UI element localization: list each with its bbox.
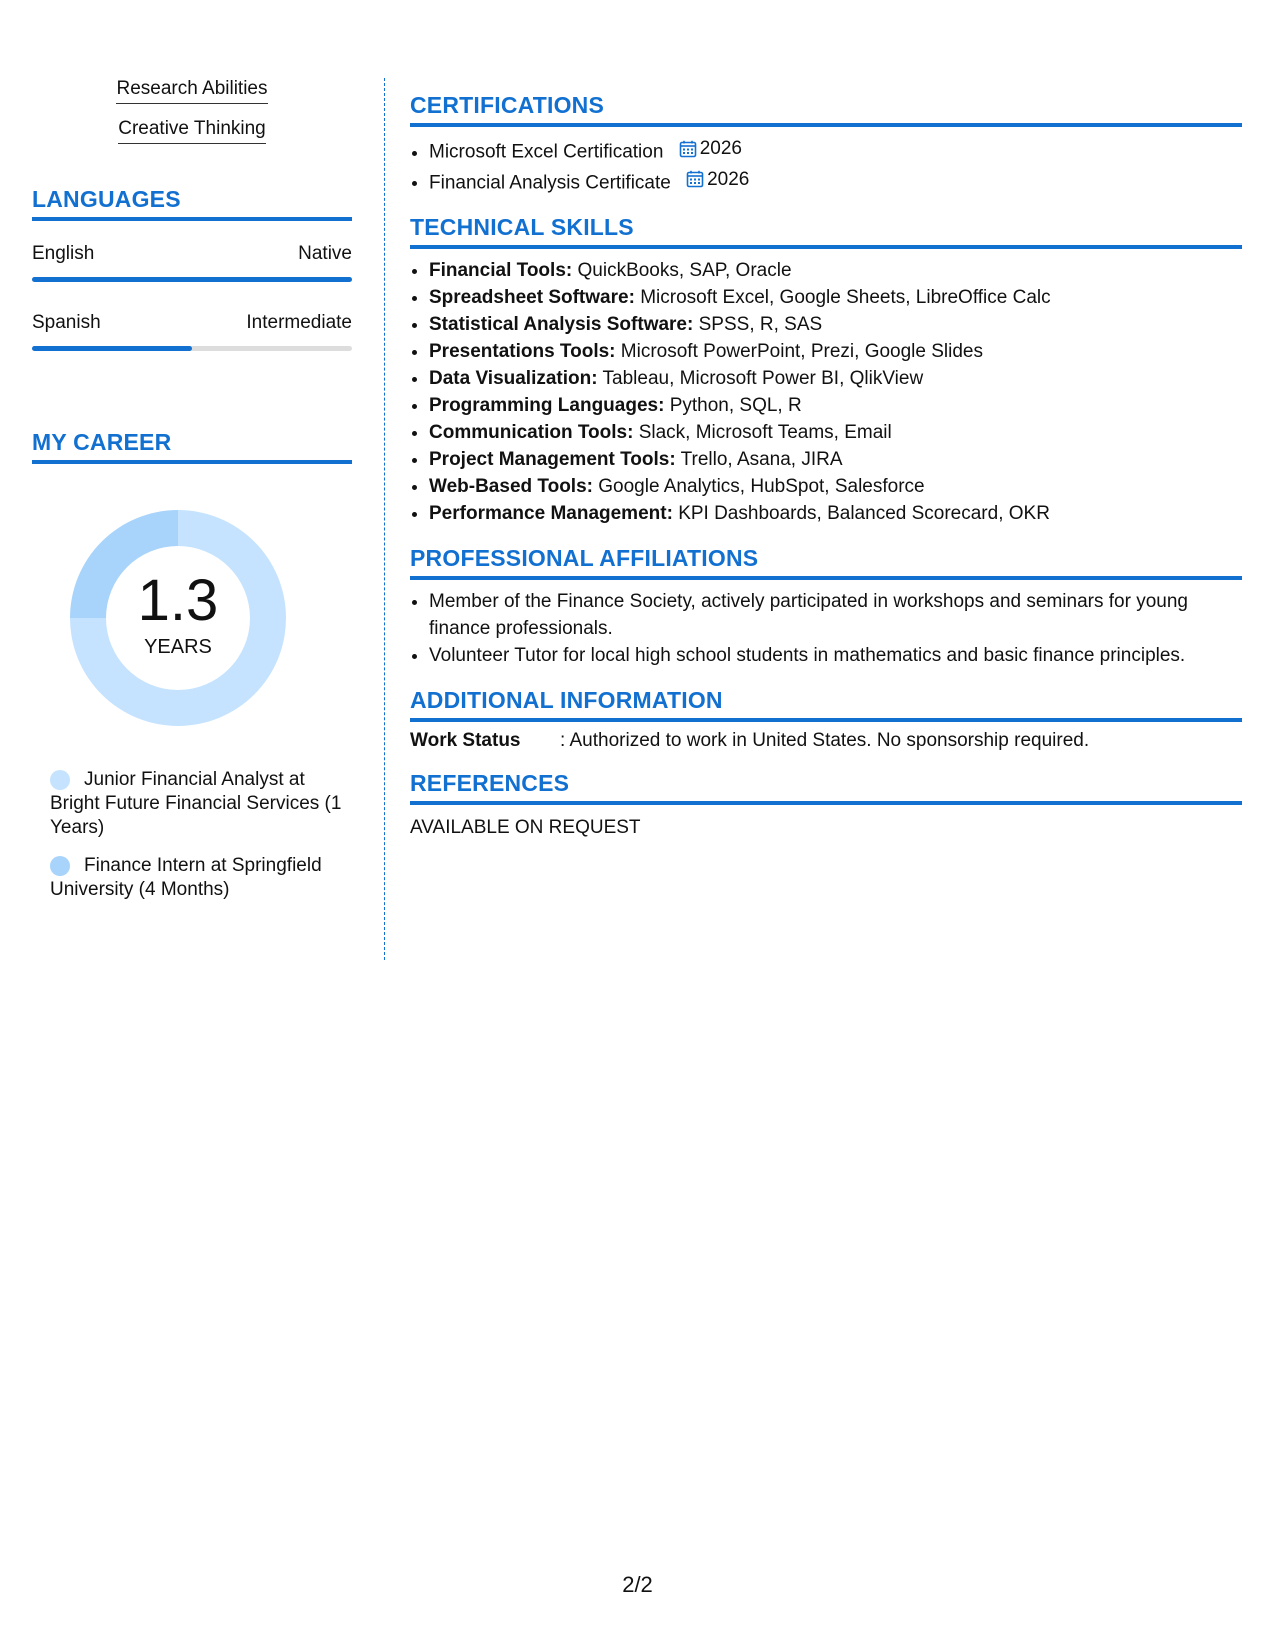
language-item-spanish	[32, 312, 352, 351]
certifications-list	[410, 135, 1242, 196]
skill-category: Web-Based Tools:	[429, 476, 593, 497]
language-proficiency-bar	[32, 277, 352, 282]
language-level: Native	[298, 243, 352, 264]
skill-item	[429, 419, 1242, 446]
career-legend-item	[50, 768, 352, 840]
certification-name: Financial Analysis Certificate	[429, 172, 671, 193]
language-proficiency-bar	[32, 346, 352, 351]
language-proficiency-fill	[32, 346, 192, 351]
language-name: Spanish	[32, 312, 101, 333]
work-status-row	[410, 730, 1242, 752]
career-donut-chart	[64, 504, 292, 732]
skill-values: Microsoft PowerPoint, Prezi, Google Slides	[620, 341, 984, 362]
career-total-value: 1.3	[137, 567, 219, 633]
affiliation-item: • Volunteer Tutor for local high school students in mathematics and basic finance principles.	[429, 642, 1242, 669]
career-total-unit: YEARS	[144, 635, 212, 658]
right-column	[410, 92, 1242, 839]
affiliations-list	[410, 588, 1242, 669]
career-legend-item	[50, 854, 352, 902]
skill-values: Trello, Asana, JIRA	[680, 449, 843, 470]
page-number: 2/2	[622, 1572, 653, 1597]
career-heading: MY CAREER	[32, 429, 352, 464]
column-divider	[384, 78, 385, 960]
certification-name: Microsoft Excel Certification	[429, 141, 664, 163]
legend-dot-icon	[50, 856, 70, 876]
skill-category: Project Management Tools:	[429, 449, 676, 470]
soft-skill-research: Research Abilities	[116, 78, 267, 104]
certification-year: 2026	[699, 138, 742, 159]
skill-item	[429, 311, 1242, 338]
skill-category: Data Visualization:	[429, 368, 598, 389]
skill-category: Statistical Analysis Software:	[429, 314, 694, 335]
skill-values: Tableau, Microsoft Power BI, QlikView	[602, 368, 924, 389]
work-status-value: : Authorized to work in United States. No sponsorship required.	[560, 730, 1090, 751]
certification-item	[429, 166, 1242, 197]
skill-values: Python, SQL, R	[669, 395, 802, 416]
language-item-english	[32, 243, 352, 282]
skill-item	[429, 338, 1242, 365]
skill-item	[429, 257, 1242, 284]
certification-item	[429, 135, 1242, 166]
languages-heading: LANGUAGES	[32, 186, 352, 221]
career-legend-label: Finance Intern at Springfield University (4 Months)	[50, 855, 322, 900]
career-legend-label: Junior Financial Analyst at Bright Future Financial Services (1 Years)	[50, 769, 342, 838]
soft-skill-creative: Creative Thinking	[118, 118, 266, 144]
references-text: AVAILABLE ON REQUEST	[410, 817, 641, 838]
certifications-heading: CERTIFICATIONS	[410, 92, 1242, 127]
calendar-icon	[686, 170, 704, 188]
skill-category: Financial Tools:	[429, 260, 573, 281]
career-legend	[32, 768, 352, 902]
affiliations-heading: PROFESSIONAL AFFILIATIONS	[410, 545, 1242, 580]
skill-values: QuickBooks, SAP, Oracle	[577, 260, 792, 281]
skill-category: Spreadsheet Software:	[429, 287, 635, 308]
language-level: Intermediate	[246, 312, 352, 333]
certification-year: 2026	[707, 168, 750, 190]
skill-values: Microsoft Excel, Google Sheets, LibreOffice Calc	[640, 287, 1051, 308]
skill-item	[429, 365, 1242, 392]
additional-info-heading: ADDITIONAL INFORMATION	[410, 687, 1242, 722]
left-column	[32, 78, 352, 916]
language-name: English	[32, 243, 95, 264]
work-status-label: Work Status	[410, 730, 521, 751]
skill-item	[429, 500, 1242, 527]
skill-values: Google Analytics, HubSpot, Salesforce	[598, 476, 925, 497]
skill-item	[429, 446, 1242, 473]
skill-item	[429, 392, 1242, 419]
calendar-icon	[679, 140, 697, 158]
skill-category: Programming Languages:	[429, 395, 665, 416]
references-heading: REFERENCES	[410, 770, 1242, 805]
skill-values: SPSS, R, SAS	[698, 314, 823, 335]
legend-dot-icon	[50, 770, 70, 790]
skill-values: Slack, Microsoft Teams, Email	[638, 422, 892, 443]
skill-values: KPI Dashboards, Balanced Scorecard, OKR	[678, 503, 1050, 524]
technical-skills-list	[410, 257, 1242, 527]
language-proficiency-fill	[32, 277, 352, 282]
skill-item	[429, 473, 1242, 500]
skill-item	[429, 284, 1242, 311]
skill-category: Communication Tools:	[429, 422, 634, 443]
affiliation-item: • Member of the Finance Society, actively participated in workshops and seminars for young finance professionals.	[429, 588, 1242, 642]
technical-skills-heading: TECHNICAL SKILLS	[410, 214, 1242, 249]
skill-category: Performance Management:	[429, 503, 673, 524]
skill-category: Presentations Tools:	[429, 341, 616, 362]
